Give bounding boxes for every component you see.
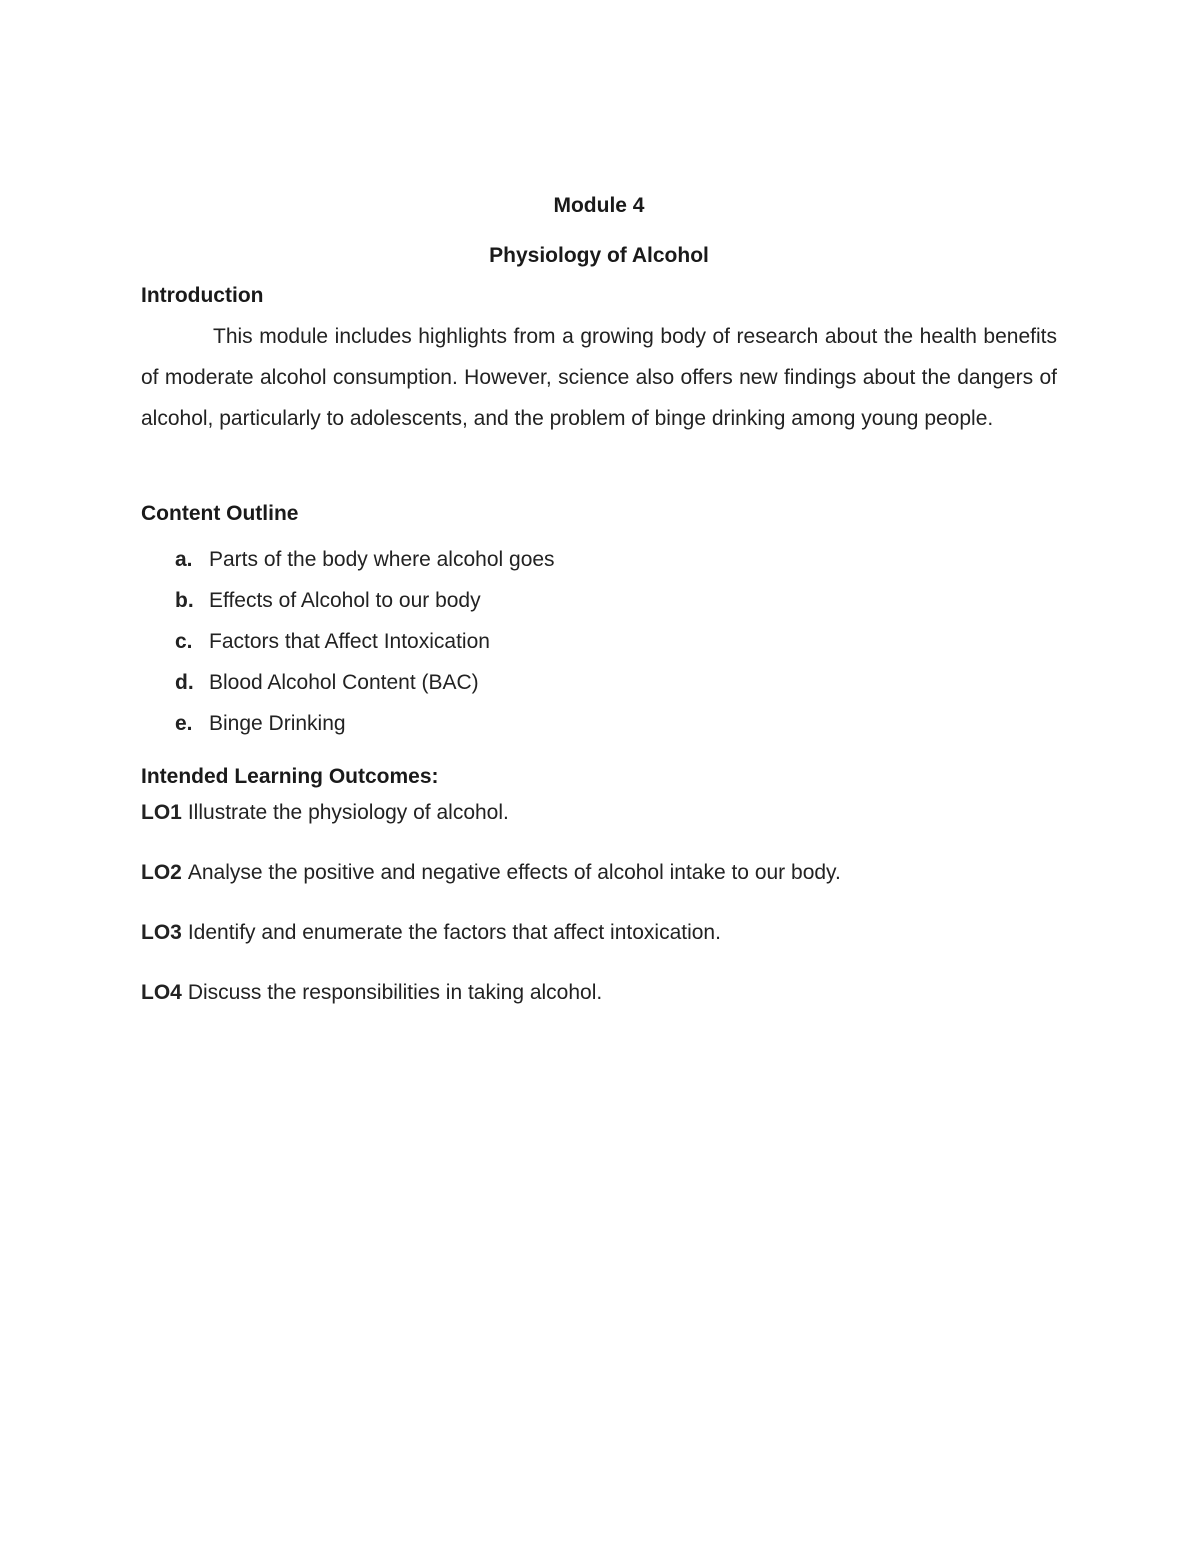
outline-item-text: Blood Alcohol Content (BAC) (209, 671, 479, 694)
outline-item-text: Factors that Affect Intoxication (209, 630, 490, 653)
outline-item (141, 662, 1057, 703)
learning-outcome (141, 859, 1057, 887)
learning-outcome-code: LO2 (141, 861, 182, 884)
outline-item-letter: d. (175, 671, 194, 694)
outline-item-text: Effects of Alcohol to our body (209, 589, 481, 612)
outline-item-letter: a. (175, 548, 193, 571)
outline-item (141, 621, 1057, 662)
learning-outcome-code: LO3 (141, 921, 182, 944)
learning-outcomes-list (141, 799, 1057, 1007)
document-subtitle: Physiology of Alcohol (489, 244, 709, 267)
introduction-paragraph: This module includes highlights from a growing body of research about the health benefits of moderate alcohol consumption. However, science also offers new findings about the dangers of alcohol, particularly to adolescents, and the problem of binge drinking among young people. (141, 325, 1057, 430)
learning-outcome-text: Discuss the responsibilities in taking alcohol. (187, 981, 603, 1004)
outline-item-text: Binge Drinking (209, 712, 346, 735)
learning-outcome-code: LO4 (141, 981, 182, 1004)
learning-outcome-text: Analyse the positive and negative effects of alcohol intake to our body. (187, 861, 841, 884)
learning-outcome (141, 979, 1057, 1007)
learning-outcomes-heading: Intended Learning Outcomes: (141, 765, 439, 788)
document-page (141, 190, 1057, 1039)
content-outline-heading: Content Outline (141, 502, 299, 525)
learning-outcome-text: Illustrate the physiology of alcohol. (187, 801, 509, 824)
learning-outcome (141, 799, 1057, 827)
learning-outcome-code: LO1 (141, 801, 182, 824)
module-title: Module 4 (553, 194, 645, 217)
outline-item-text: Parts of the body where alcohol goes (209, 548, 555, 571)
outline-item-letter: b. (175, 589, 194, 612)
outline-item-letter: e. (175, 712, 193, 735)
outline-item (141, 580, 1057, 621)
introduction-heading: Introduction (141, 284, 264, 307)
content-outline-list (141, 539, 1057, 744)
outline-item (141, 539, 1057, 580)
learning-outcome-text: Identify and enumerate the factors that affect intoxication. (187, 921, 721, 944)
learning-outcome (141, 919, 1057, 947)
outline-item (141, 703, 1057, 744)
outline-item-letter: c. (175, 630, 193, 653)
